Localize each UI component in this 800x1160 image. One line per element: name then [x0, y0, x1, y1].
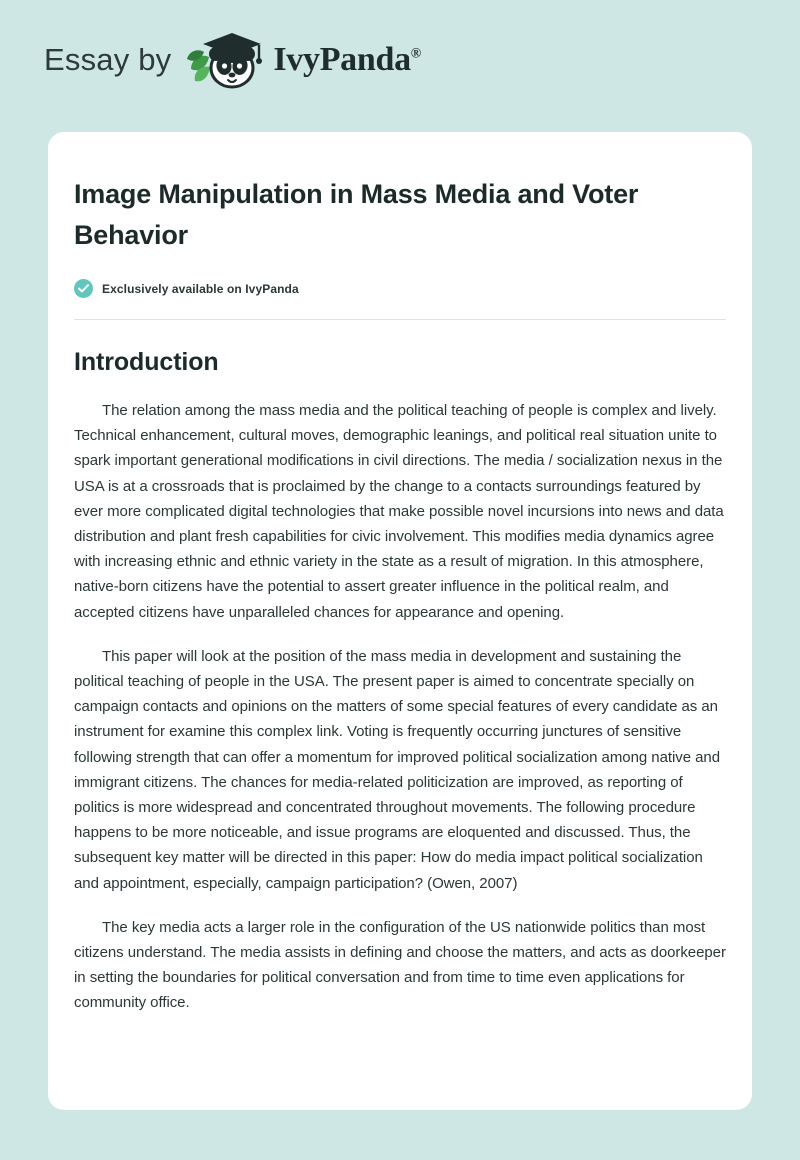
panda-graduate-icon [185, 29, 271, 91]
paragraph: The key media acts a larger role in the configuration of the US nationwide politics than most citizens understand. The media assists in defining and choose the matters, and acts as doorkeeper in setting the boundaries for political conversation and from time to time even applications for community office. [74, 918, 726, 1012]
ivypanda-logo[interactable] [185, 29, 421, 91]
paragraph: The relation among the mass media and the political teaching of people is complex and lively. Technical enhancement, cultural moves, demographic leanings, and political real situation unite to spark important generational modifications in civil directions. The media / socialization nexus in the USA is at a crossroads that is proclaimed by the change to a contacts surroundings featured by ever more complicated digital technologies that make possible novel incursions into news and data distribution and plant fresh capabilities for civic involvement. This modifies media dynamics agree with increasing ethnic and ethnic variety in the state as a result of migration. In this atmosphere, native-born citizens have the potential to assert greater influence in the political realm, and accepted citizens have unparalleled chances for appearance and opening. [74, 402, 724, 621]
brand-wordmark-text: IvyPanda [273, 41, 411, 78]
essay-card [48, 132, 752, 1110]
page-title: Image Manipulation in Mass Media and Voter Behavior [74, 179, 639, 250]
check-circle-icon [74, 279, 93, 298]
exclusivity-text: Exclusively available on IvyPanda [102, 281, 299, 296]
title-divider [74, 319, 726, 320]
paragraph: This paper will look at the position of the mass media in development and sustaining the political teaching of people in the USA. The present paper is aimed to concentrate specially on campaign contacts and opinions on the matters of some special features of every candidate as an instrument for examine this complex link. Voting is frequently occurring junctures of sensitive following strength that can offer a momentum for improved political socialization among native and immigrant citizens. The chances for media-related politicization are improved, as reporting of politics is more widespread and concentrated throughout movements. The following procedure happens to be more noticeable, and issue programs are eloquented and discussed. Thus, the subsequent key matter will be directed in this paper: How do media impact political socialization and appointment, especially, campaign participation? (Owen, 2007) [74, 647, 721, 892]
brand-wordmark [273, 41, 421, 79]
exclusivity-badge [74, 279, 726, 298]
essay-by-label: Essay by [44, 42, 172, 77]
section-heading-introduction: Introduction [74, 348, 219, 376]
registered-mark: ® [410, 46, 421, 62]
brand-header [0, 0, 800, 86]
